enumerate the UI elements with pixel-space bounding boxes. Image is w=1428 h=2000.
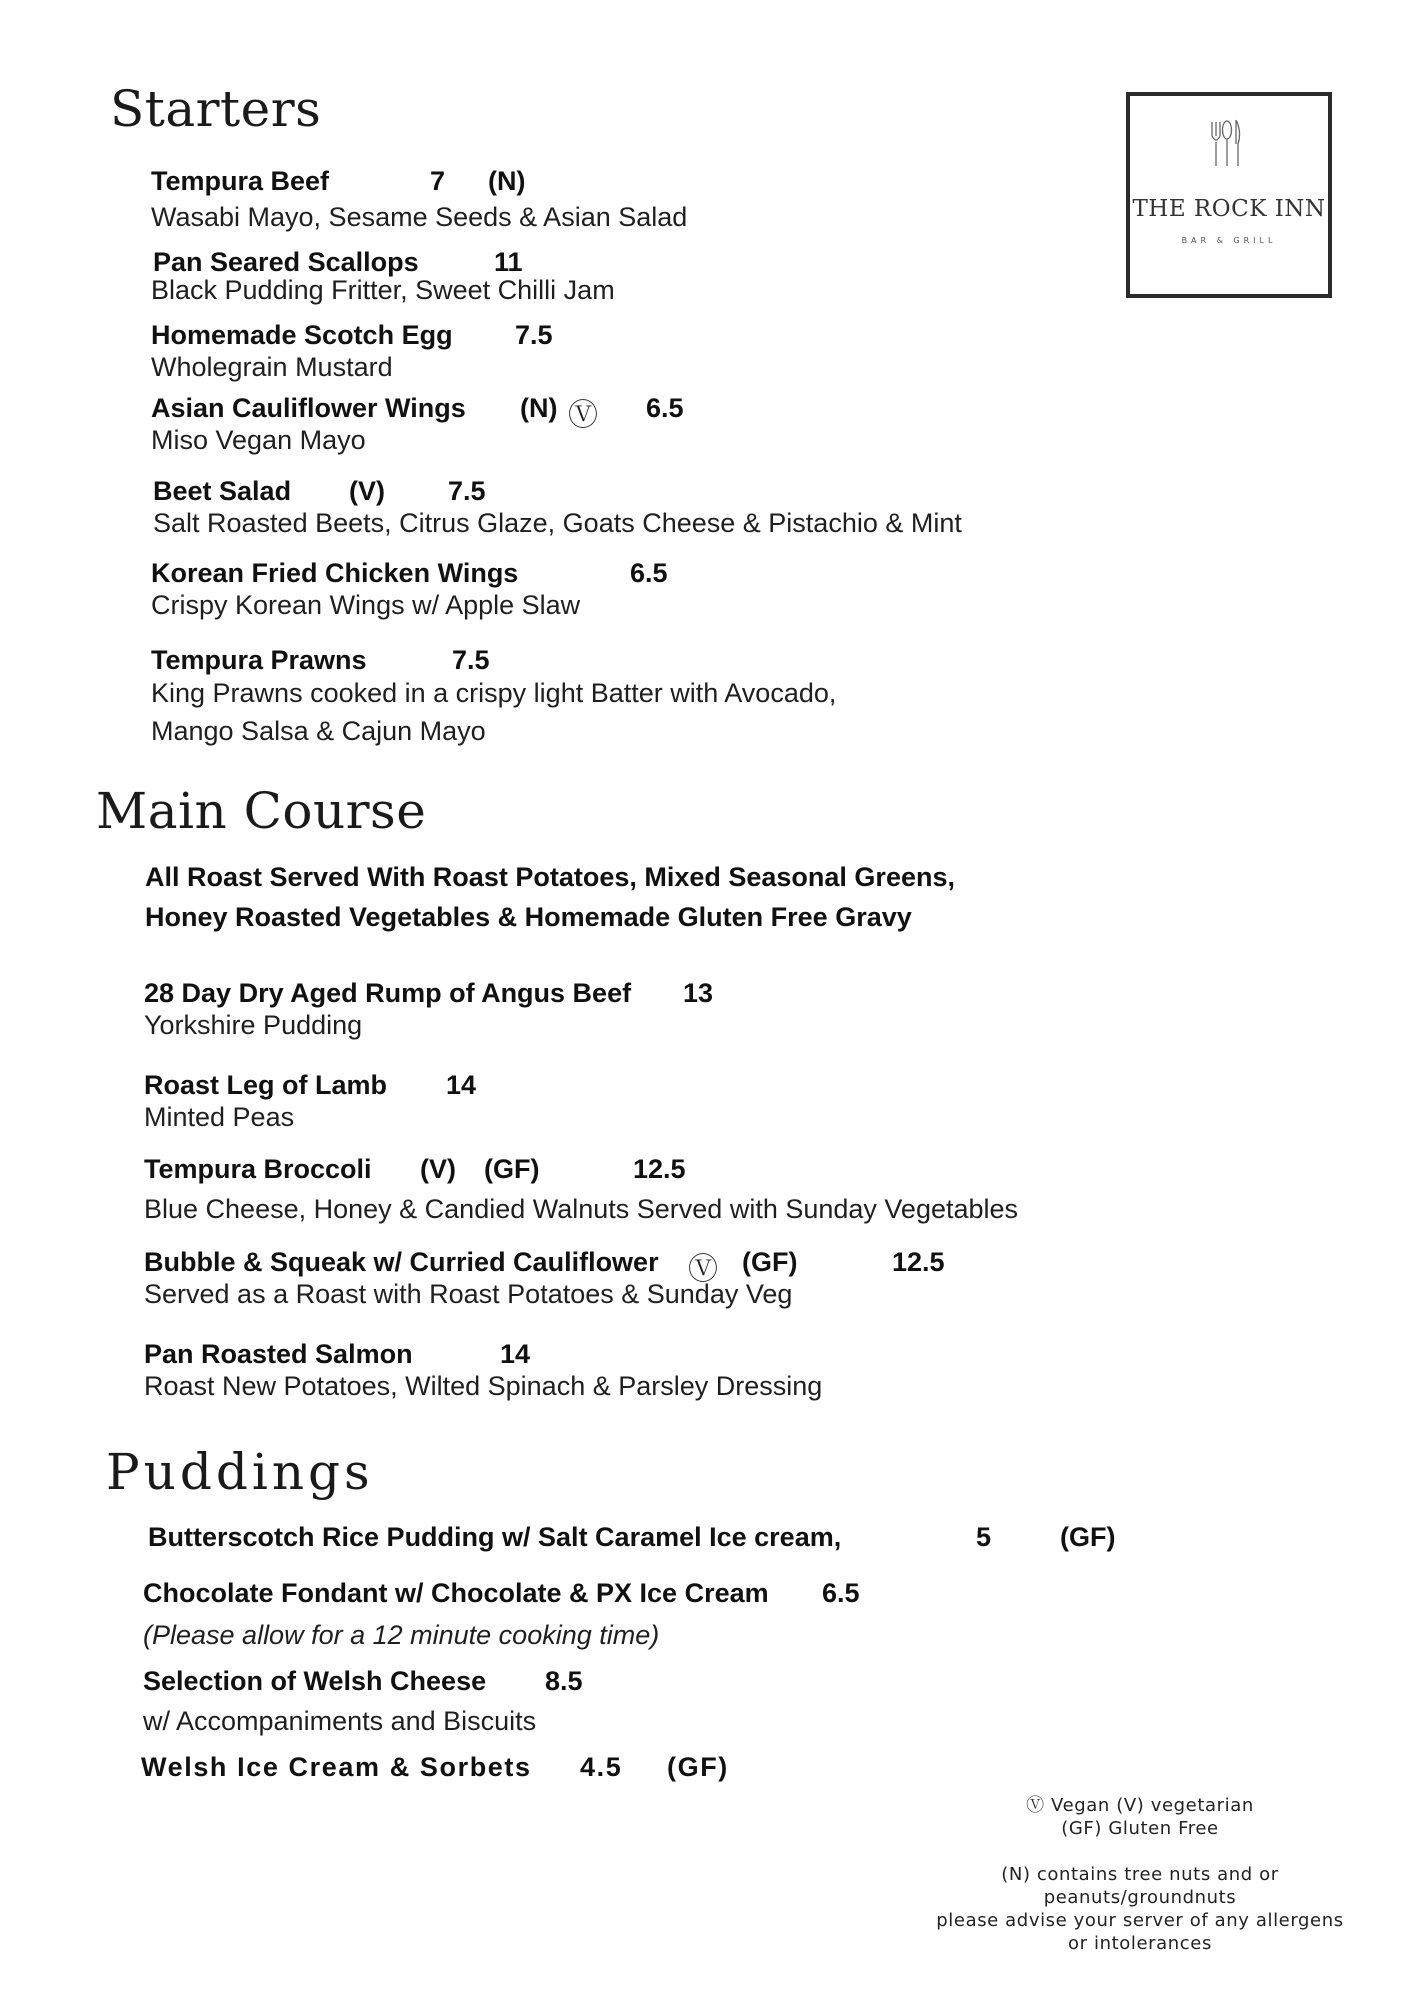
legend-line: or intolerances (1068, 1933, 1212, 1954)
starter-desc: Salt Roasted Beets, Citrus Glaze, Goats Cheese & Pistachio & Mint (153, 508, 962, 538)
starter-desc: King Prawns cooked in a crispy light Batter with Avocado, (151, 678, 837, 708)
starter-tags: (V) (349, 476, 385, 506)
main-course-title: Main Course (96, 782, 427, 840)
main-desc: Served as a Roast with Roast Potatoes & Sunday Veg (144, 1279, 793, 1309)
starter-name: Beet Salad (153, 476, 292, 506)
vegan-symbol: Ⓥ (688, 1253, 718, 1286)
logo-subtitle: BAR & GRILL (1181, 236, 1277, 245)
main-intro: Honey Roasted Vegetables & Homemade Gluten Free Gravy (145, 902, 912, 932)
starter-price: 7.5 (448, 476, 486, 506)
pudding-name: Chocolate Fondant w/ Chocolate & PX Ice Cream (143, 1578, 769, 1608)
allergen-legend (920, 1794, 1360, 1955)
legend-line: peanuts/groundnuts (1043, 1887, 1237, 1908)
pudding-tags: (GF) (1060, 1522, 1116, 1552)
pudding-desc: w/ Accompaniments and Biscuits (143, 1706, 537, 1736)
starter-desc: Wholegrain Mustard (151, 352, 393, 382)
starter-tags: (N) (488, 166, 526, 196)
main-intro: All Roast Served With Roast Potatoes, Mixed Seasonal Greens, (145, 862, 955, 892)
starter-name: Asian Cauliflower Wings (151, 393, 466, 423)
main-name: Bubble & Squeak w/ Curried Cauliflower (144, 1247, 659, 1277)
main-name: 28 Day Dry Aged Rump of Angus Beef (144, 978, 632, 1008)
starters-title: Starters (110, 80, 322, 138)
starter-price: 7.5 (515, 320, 553, 350)
main-desc: Blue Cheese, Honey & Candied Walnuts Served with Sunday Vegetables (144, 1194, 1019, 1224)
main-tag: (GF) (742, 1247, 798, 1277)
starter-price: 7.5 (452, 645, 490, 675)
vegan-symbol: Ⓥ (568, 399, 598, 432)
main-tag: (V) (420, 1154, 456, 1184)
starter-tags: (N) (520, 393, 558, 423)
main-price: 12.5 (892, 1247, 945, 1277)
starter-name: Homemade Scotch Egg (151, 320, 453, 350)
legend-line: (GF) Gluten Free (1061, 1818, 1219, 1839)
pudding-price: 4.5 (580, 1752, 623, 1782)
main-price: 13 (683, 978, 714, 1008)
puddings-title: Puddings (106, 1443, 374, 1501)
starter-desc: Wasabi Mayo, Sesame Seeds & Asian Salad (151, 202, 688, 232)
starter-price: 11 (494, 247, 523, 277)
pudding-price: 6.5 (822, 1578, 860, 1608)
legend-line: (N) contains tree nuts and or (1001, 1864, 1279, 1885)
pudding-name: Welsh Ice Cream & Sorbets (141, 1752, 532, 1782)
main-desc: Minted Peas (144, 1102, 295, 1132)
pudding-desc: (Please allow for a 12 minute cooking time) (143, 1620, 660, 1650)
cutlery-icon (1130, 96, 1328, 294)
starter-desc: Mango Salsa & Cajun Mayo (151, 716, 486, 746)
starter-price: 7 (430, 166, 446, 196)
starter-price: 6.5 (646, 393, 684, 423)
legend-line: please advise your server of any allergens (936, 1910, 1344, 1931)
restaurant-logo (1126, 92, 1332, 298)
starter-name: Pan Seared Scallops (153, 247, 419, 277)
starter-desc: Miso Vegan Mayo (151, 425, 366, 455)
main-name: Tempura Broccoli (144, 1154, 372, 1184)
starter-price: 6.5 (630, 558, 668, 588)
starter-desc: Crispy Korean Wings w/ Apple Slaw (151, 590, 581, 620)
pudding-tags: (GF) (667, 1752, 729, 1782)
starter-desc: Black Pudding Fritter, Sweet Chilli Jam (151, 275, 615, 305)
main-name: Roast Leg of Lamb (144, 1070, 388, 1100)
main-name: Pan Roasted Salmon (144, 1339, 413, 1369)
starter-name: Tempura Beef (151, 166, 330, 196)
pudding-name: Butterscotch Rice Pudding w/ Salt Caramel Ice cream, (148, 1522, 842, 1552)
pudding-name: Selection of Welsh Cheese (143, 1666, 487, 1696)
pudding-price: 8.5 (545, 1666, 583, 1696)
starter-name: Korean Fried Chicken Wings (151, 558, 519, 588)
starter-name: Tempura Prawns (151, 645, 367, 675)
main-tag: (GF) (484, 1154, 540, 1184)
main-desc: Yorkshire Pudding (144, 1010, 363, 1040)
logo-name: THE ROCK INN (1132, 196, 1326, 222)
legend-line: Ⓥ Vegan (V) vegetarian (1026, 1795, 1254, 1816)
main-desc: Roast New Potatoes, Wilted Spinach & Parsley Dressing (144, 1371, 823, 1401)
pudding-price: 5 (976, 1522, 992, 1552)
main-price: 14 (500, 1339, 531, 1369)
main-price: 14 (446, 1070, 477, 1100)
main-price: 12.5 (633, 1154, 686, 1184)
